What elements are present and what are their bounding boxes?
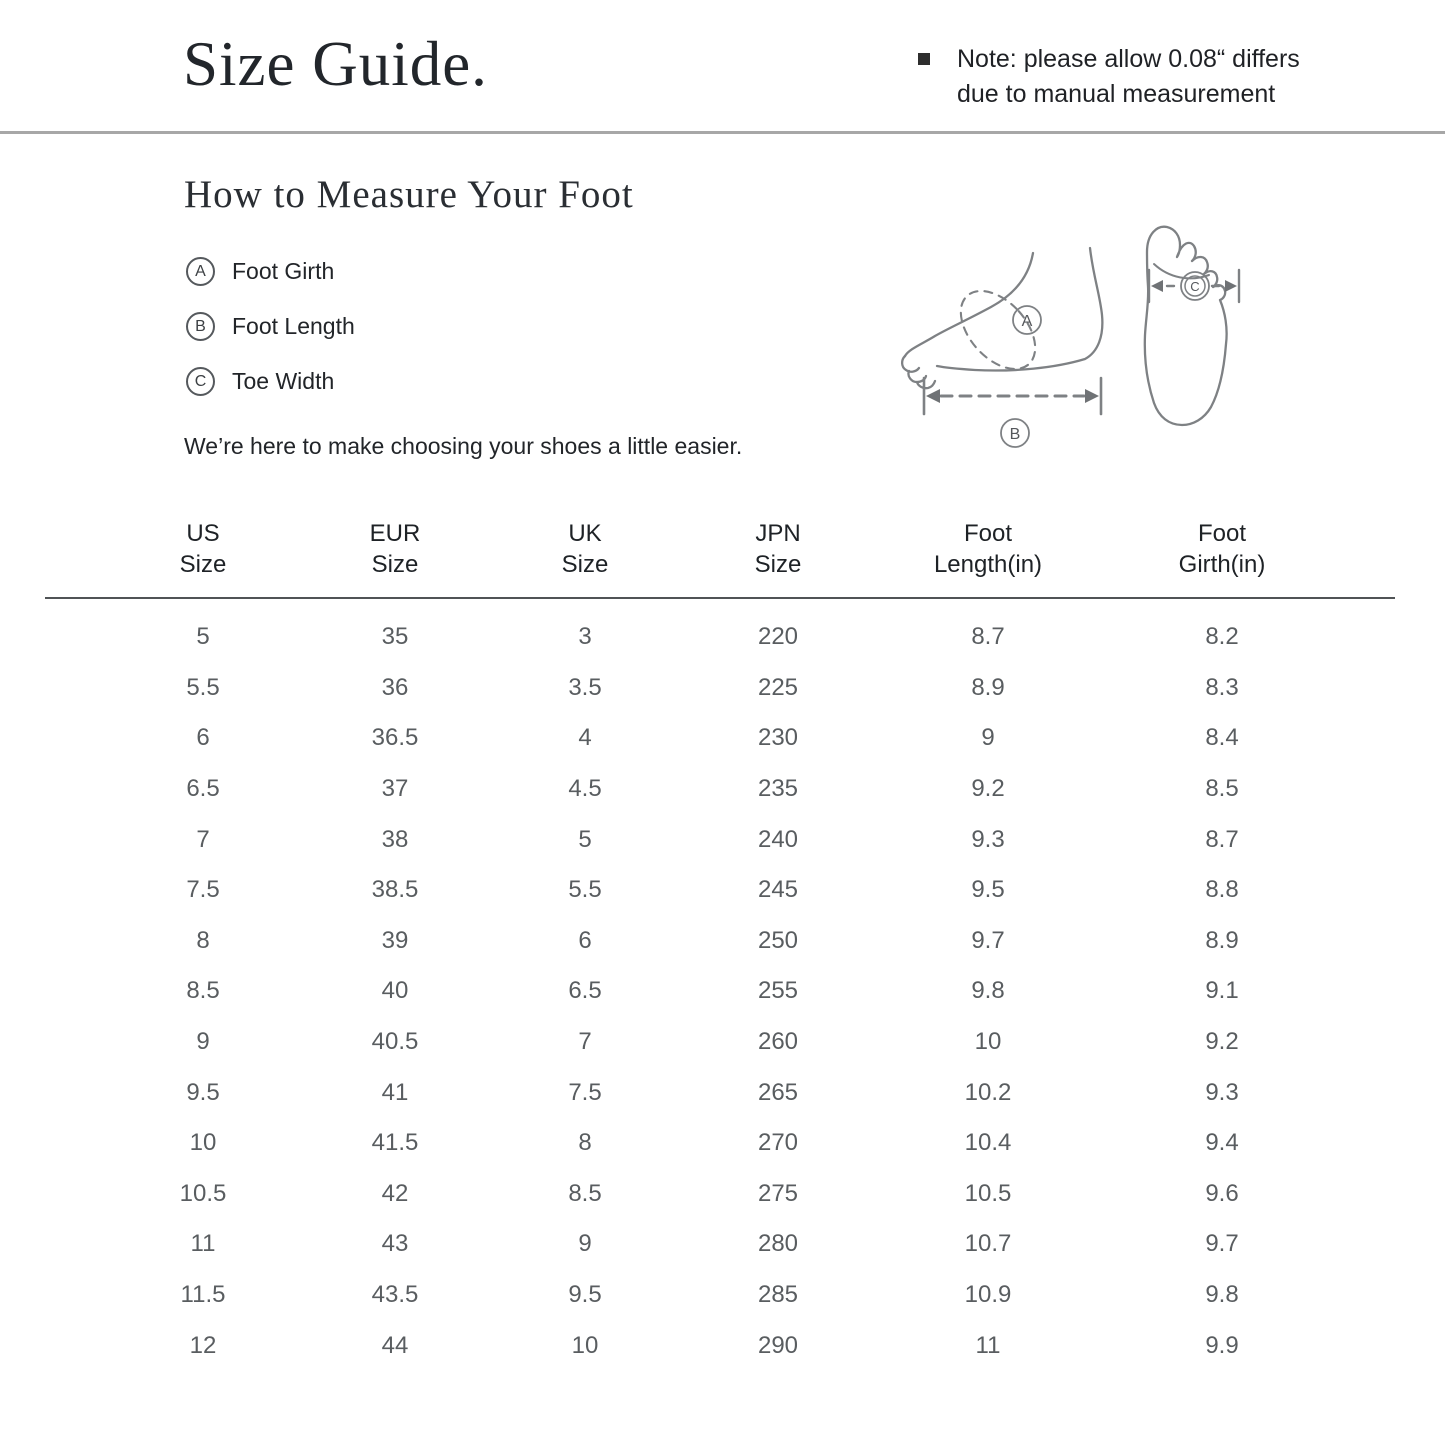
table-cell: 8 <box>578 1129 592 1157</box>
length-measure-arrow <box>924 378 1101 447</box>
measure-item-toe-width <box>186 367 355 396</box>
table-cell: 8.9 <box>1205 926 1239 954</box>
table-row <box>0 1118 1445 1169</box>
table-row <box>0 713 1445 764</box>
tagline: We’re here to make choosing your shoes a little easier. <box>184 433 743 459</box>
table-row <box>0 966 1445 1017</box>
table-cell: 9.1 <box>1205 977 1239 1005</box>
table-cell: 44 <box>381 1331 409 1359</box>
table-cell: 6.5 <box>568 977 602 1005</box>
table-cell: 9.6 <box>1205 1179 1239 1207</box>
table-cell: 9.4 <box>1205 1129 1239 1157</box>
section-heading: How to Measure Your Foot <box>184 173 634 216</box>
table-cell: 36 <box>381 673 409 701</box>
table-cell: 250 <box>757 926 799 954</box>
circled-letter-a-icon: A <box>186 257 215 286</box>
table-cell: 9.5 <box>971 876 1005 904</box>
circled-letter-b-icon: B <box>186 312 215 341</box>
column-header: JPN Size <box>754 520 802 578</box>
table-row <box>0 764 1445 815</box>
table-cell: 3 <box>578 623 592 651</box>
table-cell: 40 <box>381 977 409 1005</box>
measure-item-foot-length <box>186 312 355 341</box>
table-cell: 9 <box>578 1230 592 1258</box>
table-cell: 8.5 <box>186 977 220 1005</box>
table-cell: 5.5 <box>568 876 602 904</box>
column-header: US Size <box>179 520 227 578</box>
table-cell: 5 <box>578 825 592 853</box>
table-cell: 10.9 <box>964 1281 1012 1309</box>
circled-letter-c-icon: C <box>186 367 215 396</box>
table-header-rule <box>45 597 1395 599</box>
table-cell: 245 <box>757 876 799 904</box>
measure-list <box>186 257 355 422</box>
table-cell: 8.5 <box>1205 775 1239 803</box>
table-cell: 260 <box>757 1028 799 1056</box>
table-cell: 36.5 <box>371 724 419 752</box>
table-cell: 9.3 <box>1205 1078 1239 1106</box>
table-cell: 230 <box>757 724 799 752</box>
note-text <box>957 42 1300 112</box>
table-cell: 275 <box>757 1179 799 1207</box>
table-cell: 35 <box>381 623 409 651</box>
table-row <box>0 1270 1445 1321</box>
top-divider <box>0 131 1445 134</box>
table-cell: 9.7 <box>971 926 1005 954</box>
table-cell: 280 <box>757 1230 799 1258</box>
column-header: Foot Length(in) <box>933 520 1043 578</box>
table-row <box>0 1320 1445 1371</box>
measure-item-label: Foot Girth <box>232 258 335 284</box>
table-cell: 9.2 <box>971 775 1005 803</box>
table-row <box>0 612 1445 663</box>
table-cell: 10.2 <box>964 1078 1012 1106</box>
table-cell: 41.5 <box>371 1129 419 1157</box>
table-cell: 40.5 <box>371 1028 419 1056</box>
table-cell: 8.7 <box>1205 825 1239 853</box>
table-cell: 11 <box>975 1331 1001 1359</box>
column-header: Foot Girth(in) <box>1178 520 1266 578</box>
measure-item-label: Foot Length <box>232 313 355 339</box>
table-cell: 285 <box>757 1281 799 1309</box>
table-cell: 9.2 <box>1205 1028 1239 1056</box>
measurement-note <box>918 42 1300 112</box>
note-line-1: Note: please allow 0.08“ differs <box>957 45 1300 73</box>
table-row <box>0 865 1445 916</box>
table-cell: 43 <box>381 1230 409 1258</box>
table-cell: 8 <box>196 926 210 954</box>
table-cell: 8.4 <box>1205 724 1239 752</box>
table-cell: 6 <box>196 724 210 752</box>
column-header: EUR Size <box>369 520 421 578</box>
column-header: UK Size <box>561 520 609 578</box>
table-cell: 3.5 <box>568 673 602 701</box>
table-cell: 10.4 <box>964 1129 1012 1157</box>
table-cell: 9.5 <box>568 1281 602 1309</box>
table-cell: 8.8 <box>1205 876 1239 904</box>
illustration-label-c: C <box>1190 279 1200 294</box>
table-cell: 8.9 <box>971 673 1005 701</box>
measure-item-foot-girth <box>186 257 355 286</box>
table-row <box>0 1219 1445 1270</box>
table-cell: 8.2 <box>1205 623 1239 651</box>
table-cell: 8.3 <box>1205 673 1239 701</box>
table-cell: 10.5 <box>179 1179 227 1207</box>
table-cell: 270 <box>757 1129 799 1157</box>
table-cell: 10 <box>571 1331 599 1359</box>
measure-item-label: Toe Width <box>232 368 335 394</box>
table-cell: 220 <box>757 623 799 651</box>
table-cell: 240 <box>757 825 799 853</box>
table-cell: 8.7 <box>971 623 1005 651</box>
table-cell: 290 <box>757 1331 799 1359</box>
table-cell: 265 <box>757 1078 799 1106</box>
table-cell: 255 <box>757 977 799 1005</box>
table-row <box>0 1067 1445 1118</box>
table-cell: 38.5 <box>371 876 419 904</box>
table-cell: 9 <box>196 1028 210 1056</box>
table-cell: 6.5 <box>186 775 220 803</box>
table-cell: 9.8 <box>1205 1281 1239 1309</box>
square-bullet-icon <box>918 53 930 65</box>
table-cell: 9.9 <box>1205 1331 1239 1359</box>
table-cell: 42 <box>381 1179 409 1207</box>
table-cell: 9 <box>981 724 995 752</box>
table-cell: 10.7 <box>964 1230 1012 1258</box>
footprint-figure <box>1145 227 1239 425</box>
table-cell: 5.5 <box>186 673 220 701</box>
table-cell: 7.5 <box>568 1078 602 1106</box>
page-title: Size Guide. <box>183 29 488 99</box>
table-cell: 9.8 <box>971 977 1005 1005</box>
table-row <box>0 916 1445 967</box>
table-cell: 235 <box>757 775 799 803</box>
table-cell: 9.5 <box>186 1078 220 1106</box>
table-row <box>0 1017 1445 1068</box>
foot-measurement-illustration <box>895 220 1250 455</box>
table-cell: 38 <box>381 825 409 853</box>
table-cell: 7 <box>196 825 210 853</box>
illustration-label-a: A <box>1021 313 1033 330</box>
table-cell: 10 <box>189 1129 217 1157</box>
table-header-row <box>0 518 1445 598</box>
table-cell: 43.5 <box>371 1281 419 1309</box>
table-cell: 10 <box>974 1028 1002 1056</box>
illustration-label-b: B <box>1009 426 1021 443</box>
table-cell: 39 <box>381 926 409 954</box>
table-cell: 8.5 <box>568 1179 602 1207</box>
table-cell: 7 <box>578 1028 592 1056</box>
table-cell: 37 <box>381 775 409 803</box>
table-cell: 225 <box>757 673 799 701</box>
table-cell: 12 <box>189 1331 217 1359</box>
table-row <box>0 663 1445 714</box>
table-cell: 4.5 <box>568 775 602 803</box>
table-cell: 9.3 <box>971 825 1005 853</box>
table-cell: 5 <box>196 623 210 651</box>
note-line-2: due to manual measurement <box>957 80 1276 108</box>
table-cell: 11 <box>190 1230 216 1258</box>
table-cell: 10.5 <box>964 1179 1012 1207</box>
table-cell: 6 <box>578 926 592 954</box>
table-cell: 11.5 <box>180 1281 226 1309</box>
table-cell: 9.7 <box>1205 1230 1239 1258</box>
side-foot-figure <box>902 248 1102 388</box>
table-cell: 4 <box>578 724 592 752</box>
table-row <box>0 814 1445 865</box>
table-cell: 41 <box>381 1078 409 1106</box>
table-row <box>0 1169 1445 1220</box>
table-cell: 7.5 <box>186 876 220 904</box>
table-body <box>0 612 1445 1371</box>
